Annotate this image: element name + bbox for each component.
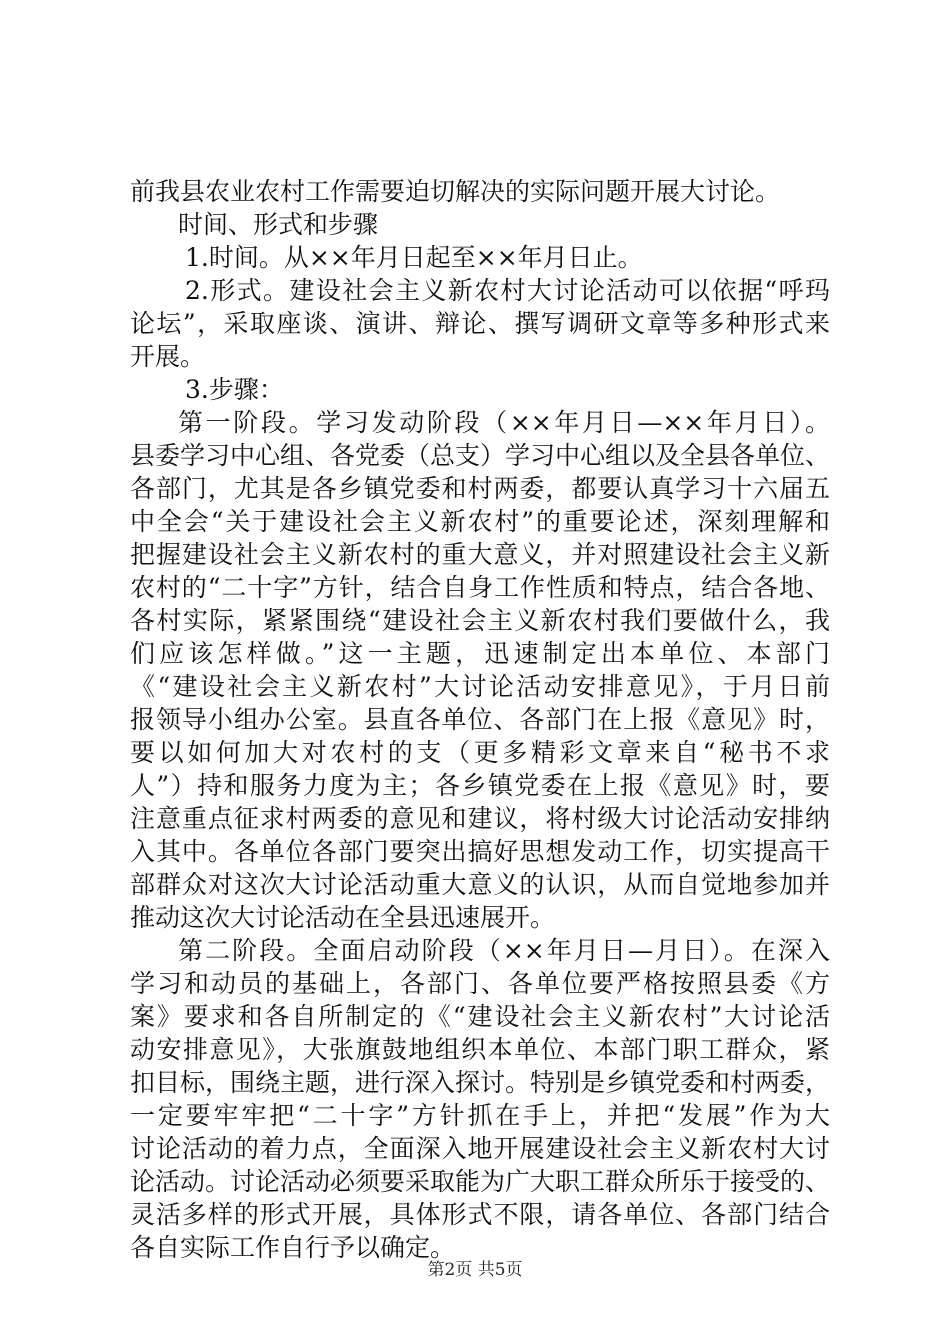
page-indicator: 第2页 共5页 [427,1260,523,1280]
text-line: 把握建设社会主义新农村的重大意义，并对照建设社会主义新 [130,540,830,569]
text-line: 开展。 [130,342,206,371]
text-line: 前我县农业农村工作需要迫切解决的实际问题开展大讨论。 [130,177,781,206]
text-line: 学习和动员的基础上，各部门、各单位要严格按照县委《方 [130,969,830,998]
text-line: 论坛”，采取座谈、演讲、辩论、撰写调研文章等多种形式来 [130,309,830,338]
text-line: 2.形式。建设社会主义新农村大讨论活动可以依据“呼玛 [185,276,830,305]
text-line: 要以如何加大对农村的支（更多精彩文章来自“秘书不求 [130,738,830,767]
text-line: 第一阶段。学习发动阶段（××年月日—××年月日）。 [178,408,830,437]
text-line: 动安排意见》，大张旗鼓地组织本单位、本部门职工群众，紧 [130,1035,830,1064]
text-line: 部群众对这次大讨论活动重大意义的认识，从而自觉地参加并 [130,870,830,899]
text-line: 灵活多样的形式开展，具体形式不限，请各单位、各部门结合 [130,1200,830,1229]
text-line: 3.步骤： [185,375,284,404]
text-line: 案》要求和各自所制定的《“建设社会主义新农村”大讨论活 [130,1002,830,1031]
text-line: 农村的“二十字”方针，结合自身工作性质和特点，结合各地、 [130,573,830,602]
text-line: 县委学习中心组、各党委（总支）学习中心组以及全县各单位、 [130,441,830,470]
text-line: 人”）持和服务力度为主；各乡镇党委在上报《意见》时，要 [130,771,830,800]
text-line: 讨论活动的着力点，全面深入地开展建设社会主义新农村大讨 [130,1134,830,1163]
text-line: 报领导小组办公室。县直各单位、各部门在上报《意见》时， [130,705,830,734]
text-line: 各自实际工作自行予以确定。 [130,1233,456,1262]
text-line: 中全会“关于建设社会主义新农村”的重要论述，深刻理解和 [130,507,830,536]
text-line: 们应该怎样做。”这一主题，迅速制定出本单位、本部门 [130,639,830,668]
text-line: 论活动。讨论活动必须要采取能为广大职工群众所乐于接受的、 [130,1167,830,1196]
text-line: 各部门，尤其是各乡镇党委和村两委，都要认真学习十六届五 [130,474,830,503]
text-line: 扣目标，围绕主题，进行深入探讨。特别是乡镇党委和村两委， [130,1068,830,1097]
text-line: 各村实际，紧紧围绕“建设社会主义新农村我们要做什么，我 [130,606,830,635]
text-line: 一定要牢牢把“二十字”方针抓在手上，并把“发展”作为大 [130,1101,830,1130]
text-line: 入其中。各单位各部门要突出搞好思想发动工作，切实提高干 [130,837,830,866]
text-line: 1.时间。从××年月日起至××年月日止。 [185,243,643,272]
text-line: 推动这次大讨论活动在全县迅速展开。 [130,903,556,932]
text-line: 《“建设社会主义新农村”大讨论活动安排意见》，于月日前 [130,672,830,701]
text-line: 注意重点征求村两委的意见和建议，将村级大讨论活动安排纳 [130,804,830,833]
text-line: 第二阶段。全面启动阶段（××年月日—月日）。在深入 [178,936,830,965]
section-heading: 时间、形式和步骤 [178,210,379,239]
